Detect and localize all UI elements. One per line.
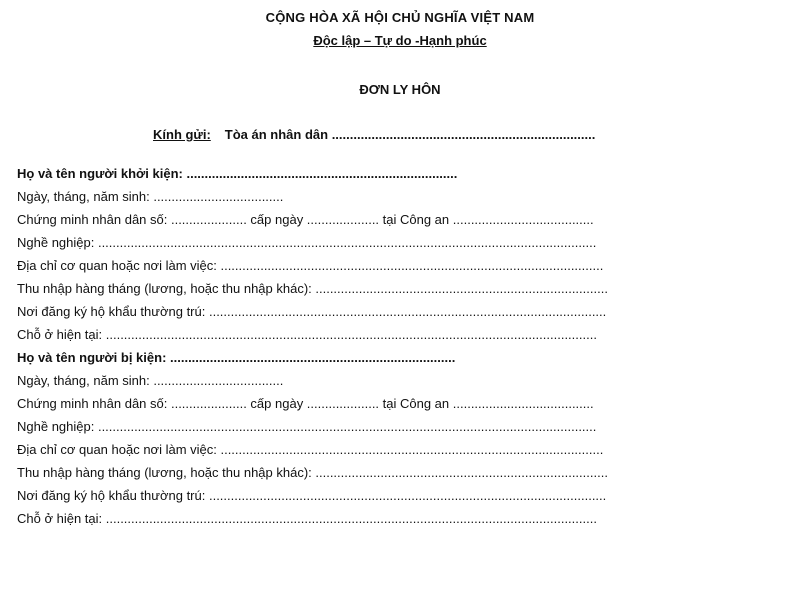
addressee-label: Kính gửi: — [153, 127, 211, 142]
defendant-birth-field: Ngày, tháng, năm sinh: .................................... — [17, 373, 284, 388]
plaintiff-workplace-field: Địa chỉ cơ quan hoặc nơi làm việc: .......................................................................................................... — [17, 258, 604, 273]
document-title: ĐƠN LY HÔN — [359, 82, 441, 97]
defendant-workplace-field: Địa chỉ cơ quan hoặc nơi làm việc: .......................................................................................................... — [17, 442, 604, 457]
plaintiff-residence-field: Nơi đăng ký hộ khẩu thường trú: .............................................................................................................. — [17, 304, 607, 319]
plaintiff-birth-field: Ngày, tháng, năm sinh: .................................... — [17, 189, 284, 204]
form-body — [17, 162, 800, 530]
plaintiff-name-heading: Họ và tên người khởi kiện: ........................................................................... — [17, 166, 458, 181]
defendant-income-field: Thu nhập hàng tháng (lương, hoặc thu nhập khác): ................................................................................. — [17, 465, 608, 480]
plaintiff-current-address-field: Chỗ ở hiện tại: ........................................................................................................................................ — [17, 327, 597, 342]
defendant-current-address-field: Chỗ ở hiện tại: ........................................................................................................................................ — [17, 511, 597, 526]
defendant-name-heading: Họ và tên người bị kiện: ............................................................................... — [17, 350, 456, 365]
plaintiff-id-card-field: Chứng minh nhân dân số: ..................... cấp ngày .................... tại Công an ....................................... — [17, 212, 594, 227]
national-title: CỘNG HÒA XÃ HỘI CHỦ NGHĨA VIỆT NAM — [265, 10, 535, 25]
addressee-value: Tòa án nhân dân ......................................................................... — [224, 127, 596, 142]
plaintiff-occupation-field: Nghề nghiệp: .......................................................................................................................................... — [17, 235, 597, 250]
plaintiff-income-field: Thu nhập hàng tháng (lương, hoặc thu nhập khác): ................................................................................. — [17, 281, 608, 296]
addressee-line — [153, 127, 595, 142]
defendant-residence-field: Nơi đăng ký hộ khẩu thường trú: .............................................................................................................. — [17, 488, 607, 503]
defendant-id-card-field: Chứng minh nhân dân số: ..................... cấp ngày .................... tại Công an ....................................... — [17, 396, 594, 411]
national-motto: Độc lập – Tự do -Hạnh phúc — [313, 33, 487, 48]
defendant-occupation-field: Nghề nghiệp: .......................................................................................................................................... — [17, 419, 597, 434]
